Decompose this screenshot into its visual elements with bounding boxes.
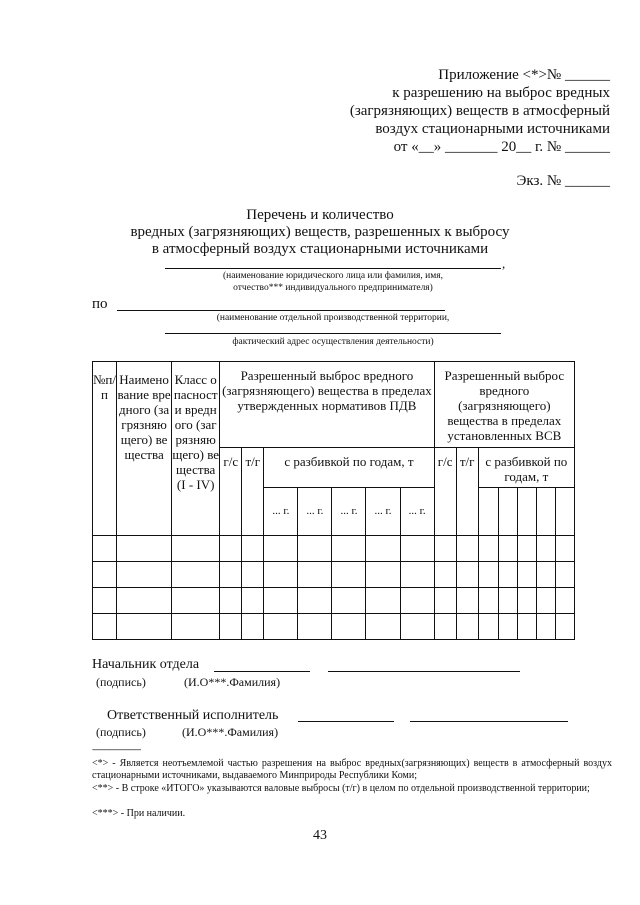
vsv-group-header: Разрешенный выброс вредного (загрязняющего) вещества в пределах установленных ВСВ <box>434 362 574 448</box>
address-caption: фактический адрес осуществления деятельности) <box>232 337 434 347</box>
pdv-group-header: Разрешенный выброс вредного (загрязняющего) вещества в пределах утвержденных нормативов ПДВ <box>220 362 434 448</box>
vsv-year-1 <box>478 488 498 536</box>
chief-name-caption: (И.О***.Фамилия) <box>184 675 281 689</box>
col-header-hazard-class: Класс опасности вредного (загрязняющего) вещества (I - IV) <box>172 362 220 536</box>
executor-sign-caption: (подпись) <box>96 725 146 739</box>
doc-title-line-3: в атмосферный воздух стационарными источниками <box>151 241 489 257</box>
page-number: 43 <box>313 828 327 843</box>
entity-name-line <box>165 268 501 269</box>
pdv-year-3: ... г. <box>332 488 366 536</box>
footnote-rule: ----------------------------- <box>92 745 141 754</box>
header-date-number: от «__» _______ 20__ г. № ______ <box>393 139 610 155</box>
appendix-number: Приложение <*>№ ______ <box>438 67 610 83</box>
executor-label: Ответственный исполнитель <box>107 708 279 723</box>
doc-title-line-1: Перечень и количество <box>246 207 394 223</box>
footnote-1: <*> - Является неотъемлемой частью разрешения на выброс вредных(загрязняющих) веществ в атмосферный воздух стационарными источниками, выдаваемого Минприроды Республики Коми; <box>92 758 612 781</box>
territory-caption: (наименование отдельной производственной территории, <box>216 313 450 323</box>
po-label: по <box>92 296 108 312</box>
table-row <box>93 562 575 588</box>
pdv-gs-header: г/с <box>220 448 242 536</box>
territory-line <box>117 310 445 311</box>
chief-signature-line <box>214 671 310 672</box>
table-row <box>93 588 575 614</box>
address-line <box>165 333 501 334</box>
pdv-by-years-header: с разбивкой по годам, т <box>264 448 434 488</box>
col-header-number: №п/п <box>93 362 117 536</box>
footnote-3: <***> - При наличии. <box>92 808 186 819</box>
vsv-gs-header: г/с <box>434 448 456 536</box>
entity-comma: , <box>502 256 506 271</box>
table-row <box>93 536 575 562</box>
pdv-year-5: ... г. <box>400 488 434 536</box>
vsv-by-years-header: с разбивкой по годам, т <box>478 448 574 488</box>
pdv-year-1: ... г. <box>264 488 298 536</box>
vsv-year-5 <box>555 488 574 536</box>
emissions-table <box>92 361 575 640</box>
pdv-year-4: ... г. <box>366 488 400 536</box>
vsv-tg-header: т/г <box>456 448 478 536</box>
table-row <box>93 614 575 640</box>
copy-number: Экз. № ______ <box>516 173 610 189</box>
entity-caption-2: отчество*** индивидуального предпринимателя) <box>233 283 433 293</box>
chief-name-line <box>328 671 520 672</box>
executor-signature-line <box>298 721 394 722</box>
chief-label: Начальник отдела <box>92 657 200 672</box>
pdv-tg-header: т/г <box>242 448 264 536</box>
header-line-4: воздух стационарными источниками <box>375 121 610 137</box>
footnote-2: <**> - В строке «ИТОГО» указываются валовые выбросы (т/г) в целом по отдельной производственной территории; <box>92 783 590 794</box>
vsv-year-3 <box>517 488 536 536</box>
doc-title-line-2: вредных (загрязняющих) веществ, разрешенных к выбросу <box>130 224 510 240</box>
col-header-substance: Наименование вредного (загрязняющего) вещества <box>117 362 172 536</box>
header-line-2: к разрешению на выброс вредных <box>392 85 610 101</box>
chief-sign-caption: (подпись) <box>96 675 146 689</box>
executor-name-line <box>410 721 568 722</box>
executor-name-caption: (И.О***.Фамилия) <box>182 725 279 739</box>
vsv-year-2 <box>498 488 517 536</box>
vsv-year-4 <box>536 488 555 536</box>
pdv-year-2: ... г. <box>298 488 332 536</box>
entity-caption-1: (наименование юридического лица или фамилия, имя, <box>223 271 443 281</box>
header-line-3: (загрязняющих) веществ в атмосферный <box>349 103 610 119</box>
